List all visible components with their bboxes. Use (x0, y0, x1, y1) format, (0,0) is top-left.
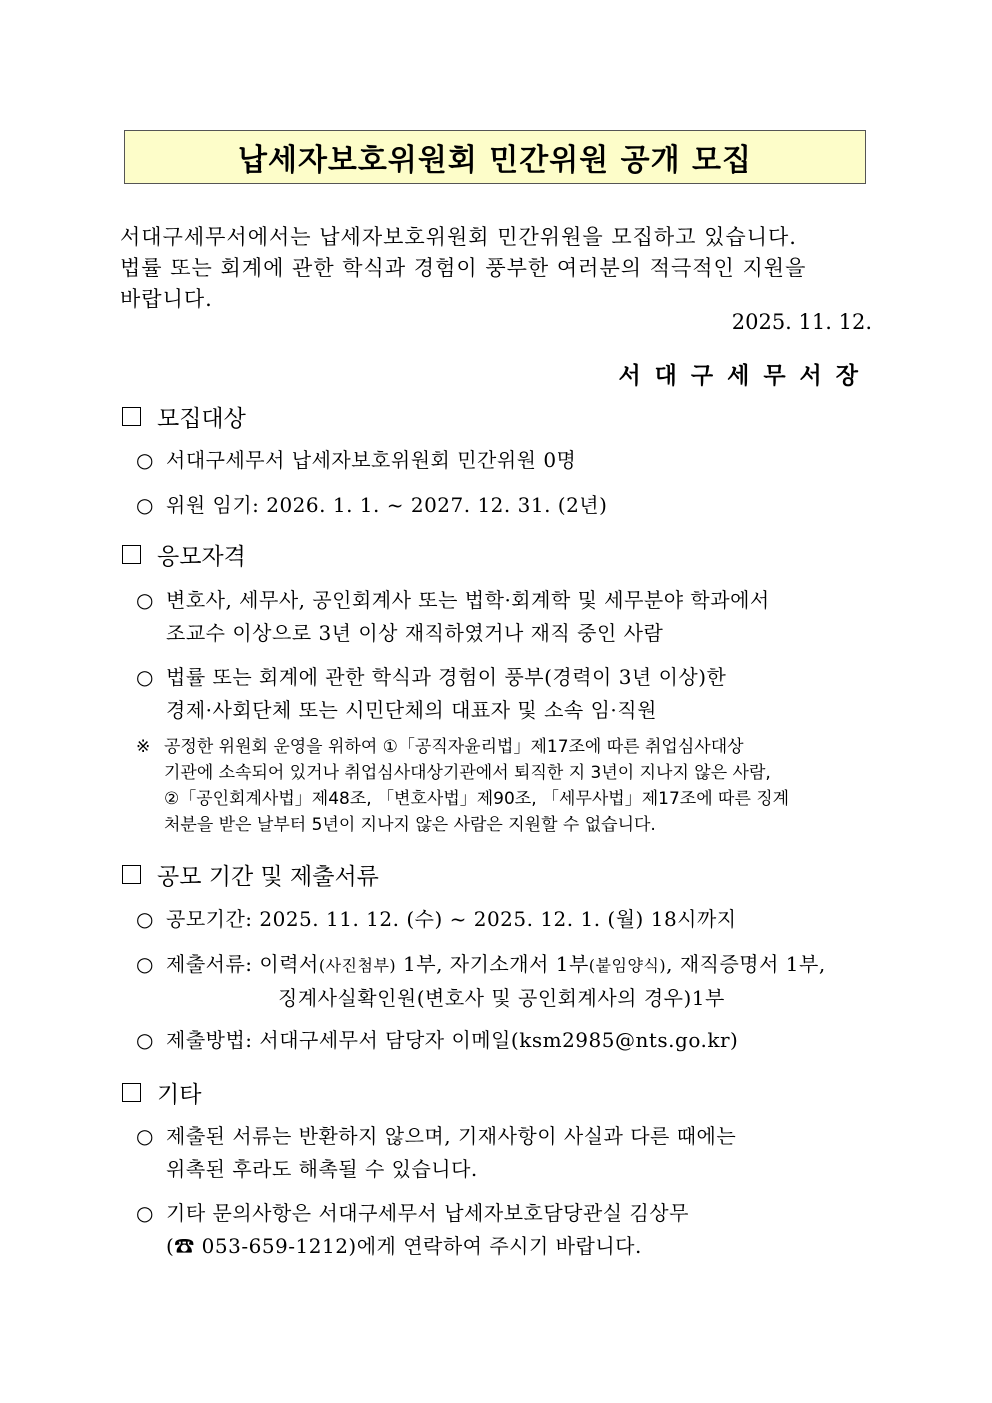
section-target-heading (122, 400, 246, 433)
circle-bullet-icon: ○ (136, 665, 154, 689)
circle-bullet-icon: ○ (136, 952, 154, 976)
square-bullet-icon (122, 1083, 141, 1102)
note-mark: ※ (136, 737, 151, 757)
intro-line: 법률 또는 회계에 관한 학식과 경험이 풍부한 여러분의 적극적인 지원을 (120, 256, 807, 280)
intro-paragraph (120, 222, 872, 315)
circle-bullet-icon: ○ (136, 1028, 154, 1052)
list-item: ○ 공모기간: 2025. 11. 12. (수) ~ 2025. 12. 1. (월) 18시까지 (136, 903, 872, 936)
section-heading-text: 응모자격 (157, 544, 246, 570)
circle-bullet-icon: ○ (136, 493, 154, 517)
circle-bullet-icon: ○ (136, 588, 154, 612)
list-item: ○ 서대구세무서 납세자보호위원회 민간위원 0명 (136, 444, 872, 477)
square-bullet-icon (122, 407, 141, 426)
list-item: ○ 제출서류: 이력서(사진첨부) 1부, 자기소개서 1부(붙임양식), 재직증명서 1부, 징계사실확인원(변호사 및 공인회계사의 경우)1부 (136, 948, 872, 1015)
circle-bullet-icon: ○ (136, 1124, 154, 1148)
section-qualification-heading (122, 538, 246, 571)
list-item: ○ 제출방법: 서대구세무서 담당자 이메일(ksm2985@nts.go.kr) (136, 1024, 872, 1057)
section-period-heading (122, 858, 379, 891)
list-item: ○ 기타 문의사항은 서대구세무서 납세자보호담당관실 김상무 (☎ 053-659-1212)에게 연락하여 주시기 바랍니다. (136, 1197, 872, 1263)
section-etc-heading (122, 1076, 201, 1109)
list-item: ○ 제출된 서류는 반환하지 않으며, 기재사항이 사실과 다른 때에는 위촉된 후라도 해촉될 수 있습니다. (136, 1120, 872, 1186)
section-heading-text: 모집대상 (157, 406, 246, 432)
eligibility-note: ※ 공정한 위원회 운영을 위하여 ①「공직자윤리법」제17조에 따른 취업심사대상 기관에 소속되어 있거나 취업심사대상기관에서 퇴직한 지 3년이 지나지 않은 사람, ②「공인회계사법」제48조, 「변호사법」제90조, 「세무사법」제17조에 따른 징계 처분을 받은 날부터 5년이 지나지 않은 사람은 지원할 수 없습니다. (136, 734, 872, 838)
page-title: 납세자보호위원회 민간위원 공개 모집 (237, 143, 752, 178)
section-heading-text: 기타 (157, 1082, 202, 1108)
list-item: ○ 변호사, 세무사, 공인회계사 또는 법학·회계학 및 세무분야 학과에서 조교수 이상으로 3년 이상 재직하였거나 재직 중인 사람 (136, 584, 872, 650)
signer: 서대구세무서장 (618, 362, 872, 389)
square-bullet-icon (122, 545, 141, 564)
issue-date: 2025. 11. 12. (731, 310, 872, 334)
title-box (124, 130, 866, 184)
list-item: ○ 법률 또는 회계에 관한 학식과 경험이 풍부(경력이 3년 이상)한 경제·사회단체 또는 시민단체의 대표자 및 소속 임·직원 (136, 661, 872, 727)
circle-bullet-icon: ○ (136, 448, 154, 472)
section-heading-text: 공모 기간 및 제출서류 (157, 864, 379, 890)
circle-bullet-icon: ○ (136, 1201, 154, 1225)
square-bullet-icon (122, 865, 141, 884)
intro-line: 서대구세무서에서는 납세자보호위원회 민간위원을 모집하고 있습니다. (120, 225, 797, 249)
list-item: ○ 위원 임기: 2026. 1. 1. ~ 2027. 12. 31. (2년) (136, 489, 872, 522)
intro-line: 바랍니다. (120, 287, 213, 311)
circle-bullet-icon: ○ (136, 907, 154, 931)
